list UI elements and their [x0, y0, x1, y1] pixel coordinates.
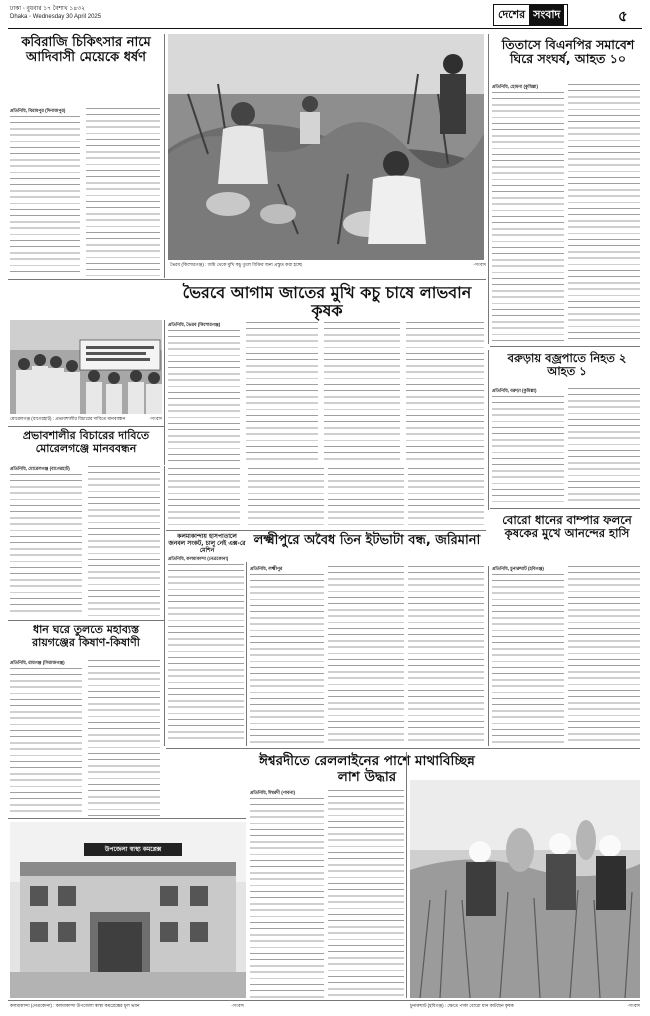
byline-bhairab: প্রতিনিধি, ভৈরব (কিশোরগঞ্জ)	[168, 322, 221, 327]
section-rule	[8, 818, 246, 819]
bottom-rule	[8, 1000, 640, 1001]
caption-kalmakanda: কলমাকান্দা (নেত্রকোনা) : কলমাকান্দা উপজেলা স্বাস্থ্য কমপ্লেক্সের মূল ভবন	[10, 1003, 140, 1008]
body-kalmakanda-col2	[168, 564, 244, 744]
photo-graphic	[10, 320, 162, 414]
column-divider	[488, 34, 489, 344]
body-bhairab-col1	[168, 330, 240, 464]
body-kobiraji-col1	[10, 116, 80, 276]
headline-bhairab: ভৈরবে আগাম জাতের মুখি কচু চাষে লাভবান কৃষক	[182, 283, 472, 321]
headline-kalmakanda: কলমাকান্দায় হাসপাতালে জনবল সংকট, চালু নেই এক্স-রে মেশিন	[168, 533, 246, 554]
photo-graphic	[410, 780, 640, 998]
column-divider	[164, 466, 165, 746]
byline-morelganj: প্রতিনিধি, মোরেলগঞ্জ (বাগেরহাট)	[10, 466, 70, 471]
caption-boro: চুনারুঘাট (হবিগঞ্জ) : ক্ষেতে পাকা বোরো ধান কাটছেন কৃষক	[410, 1003, 514, 1008]
byline-titas: প্রতিনিধি, হোমনা (কুমিল্লা)	[492, 84, 538, 89]
body-barura-col1	[492, 396, 564, 502]
body-boro-col1	[492, 574, 564, 746]
body-bhairab-col5	[248, 468, 324, 530]
header-rule	[8, 28, 642, 29]
body-ishwardi-col2	[328, 790, 404, 998]
body-raiganj-col1	[10, 668, 82, 816]
credit-morelganj: -সংবাদ	[149, 416, 162, 421]
date-bangla: ঢাকা ◦ বুধবার ১৭ বৈশাখ ১৪৩২	[10, 6, 85, 12]
column-divider	[488, 566, 489, 746]
column-divider	[406, 752, 407, 998]
headline-ishwardi: ঈশ্বরদীতে রেললাইনের পাশে মাথাবিচ্ছিন্ন লাশ উদ্ধার	[259, 753, 475, 785]
body-bhairab-col4	[406, 322, 484, 464]
body-bhairab-col7	[408, 468, 484, 530]
headline-titas: তিতাসে বিএনপির সমাবেশ ঘিরে সংঘর্ষ, আহত ১০	[501, 37, 635, 67]
body-bhairab-col6	[328, 468, 404, 530]
column-divider	[246, 562, 247, 746]
headline-raiganj: ধান ঘরে তুলতে মহাব্যস্ত রায়গঞ্জের কিষাণ-কিষাণী	[32, 623, 140, 649]
caption-bhairab: ভৈরব (কিশোরগঞ্জ) : জমি থেকে মুখি কচু তুলে বিক্রির জন্য প্রস্তুত করা হচ্ছে	[170, 262, 302, 267]
body-kobiraji-col2	[86, 108, 160, 276]
headline-morelganj: প্রভাবশালীর বিচারের দাবিতে মোরেলগঞ্জে মানববন্ধন	[22, 429, 150, 455]
date-english: Dhaka ◦ Wednesday 30 April 2025	[10, 14, 102, 20]
section-rule	[8, 620, 164, 621]
headline-boro: বোরো ধানের বাম্পার ফলনে কৃষকের মুখে আনন্দের হাসি	[502, 513, 632, 541]
section-rule	[166, 530, 486, 531]
byline-raiganj: প্রতিনিধি, রায়গঞ্জ (সিরাজগঞ্জ)	[10, 660, 65, 665]
photo-bhairab-farmers	[168, 34, 484, 260]
body-titas-col1	[492, 92, 564, 342]
section-masthead	[493, 4, 568, 26]
photo-boro-harvest	[410, 780, 640, 998]
byline-kalmakanda: প্রতিনিধি, কলমাকান্দা (নেত্রকোনা)	[168, 556, 229, 561]
credit-bhairab: -সংবাদ	[473, 262, 486, 267]
section-rule	[8, 279, 486, 280]
body-laxmipur-col3	[408, 566, 484, 746]
body-boro-col2	[568, 566, 640, 746]
byline-laxmipur: প্রতিনিধি, লক্ষ্মীপুর	[250, 566, 283, 571]
headline-laxmipur: লক্ষ্মীপুরে অবৈধ তিন ইটভাটা বন্ধ, জরিমানা	[253, 533, 481, 548]
hospital-sign: উপজেলা স্বাস্থ্য কমপ্লেক্স	[84, 843, 182, 856]
masthead-part2: সংবাদ	[529, 5, 564, 26]
column-divider	[488, 350, 489, 510]
byline-boro: প্রতিনিধি, চুনারুঘাট (হবিগঞ্জ)	[492, 566, 544, 571]
page-number: ৫	[618, 7, 628, 25]
headline-barura: বরুড়ায় বজ্রপাতে নিহত ২ আহত ১	[507, 351, 627, 379]
body-titas-col2	[568, 84, 640, 342]
credit-kalmakanda: -সংবাদ	[231, 1003, 244, 1008]
section-rule	[490, 346, 640, 347]
caption-morelganj: মোরেলগঞ্জ (বাগেরহাট) : প্রভাবশালীর বিচারের দাবিতে মানববন্ধন	[10, 416, 126, 421]
section-rule	[166, 748, 640, 749]
credit-boro: -সংবাদ	[627, 1003, 640, 1008]
body-laxmipur-col1	[250, 574, 324, 746]
section-rule	[8, 426, 164, 427]
body-barura-col2	[568, 388, 640, 502]
body-morelganj-col2	[88, 466, 160, 616]
masthead-part1: দেশের	[498, 7, 526, 21]
body-kalmakanda-col1	[168, 468, 240, 530]
headline-kobiraji: কবিরাজি চিকিৎসার নামে আদিবাসী মেয়েকে ধর্ষণ	[21, 35, 151, 65]
body-morelganj-col1	[10, 474, 82, 616]
byline-ishwardi: প্রতিনিধি, ঈশ্বরদী (পাবনা)	[250, 790, 296, 795]
column-divider	[164, 34, 165, 278]
photo-graphic	[168, 34, 484, 260]
byline-barura: প্রতিনিধি, বরুড়া (কুমিল্লা)	[492, 388, 537, 393]
body-raiganj-col2	[88, 660, 160, 816]
photo-morelganj-protest	[10, 320, 162, 414]
body-bhairab-col2	[246, 322, 318, 464]
section-rule	[490, 508, 640, 509]
body-laxmipur-col2	[328, 566, 404, 746]
byline-kobiraji: প্রতিনিধি, বিরামপুর (দিনাজপুর)	[10, 108, 66, 113]
column-divider	[164, 320, 165, 465]
body-bhairab-col3	[324, 322, 400, 464]
body-ishwardi-col1	[250, 798, 324, 998]
